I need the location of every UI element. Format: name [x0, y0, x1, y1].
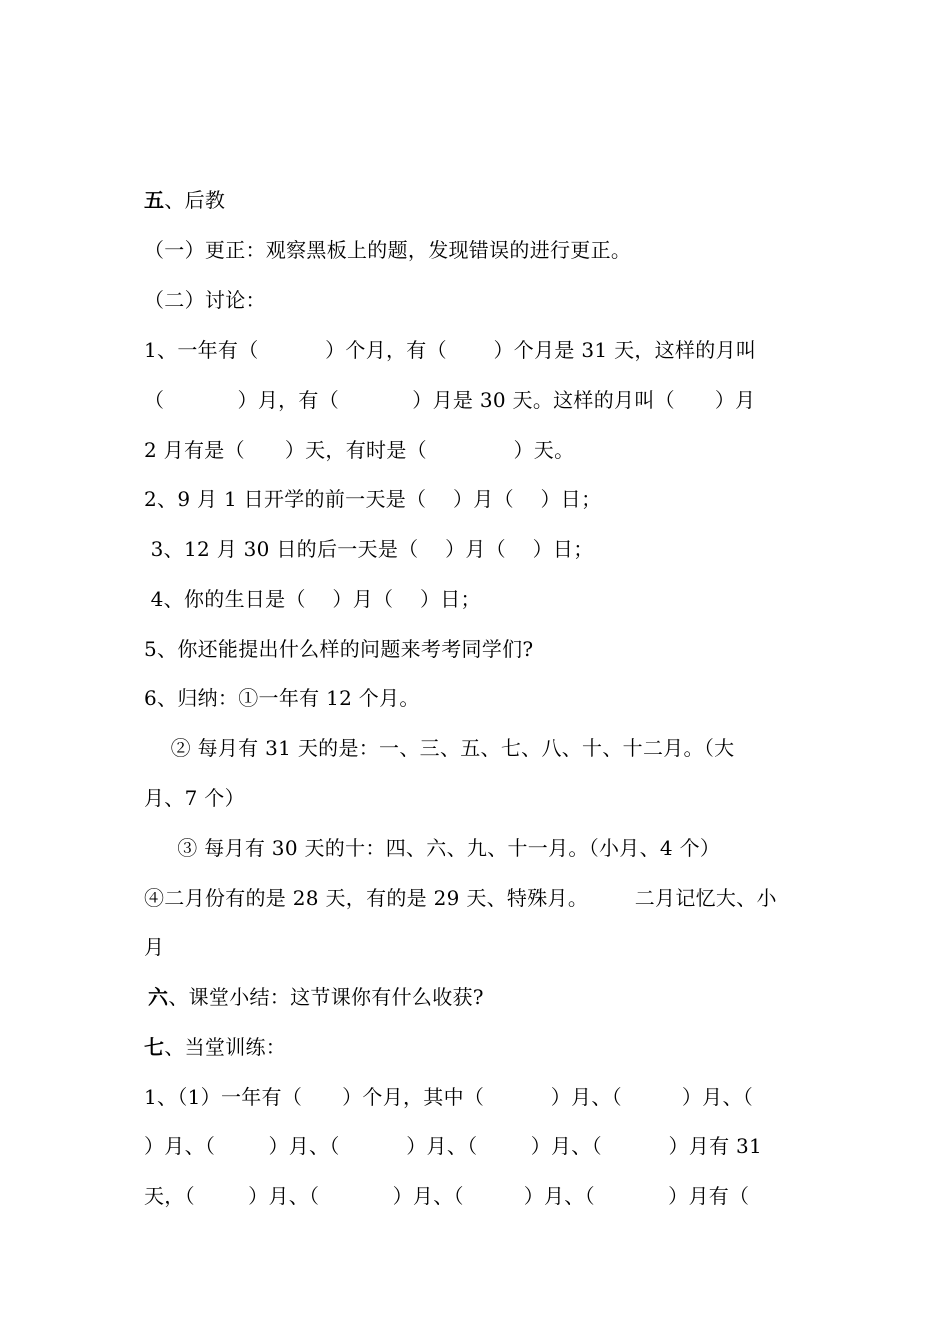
- text-line: ② 每月有 31 天的是：一、三、五、七、八、十、十二月。（大: [144, 736, 735, 760]
- section-heading-6: [148, 983, 812, 1011]
- section-title: 、当堂训练：: [164, 1035, 287, 1059]
- text-line: （二）讨论：: [144, 288, 266, 312]
- section-title: 、课堂小结：这节课你有什么收获?: [168, 985, 484, 1009]
- text-line: 3、12 月 30 日的后一天是（ ）月（ ）日；: [144, 537, 594, 561]
- section-title: 、后教: [164, 188, 226, 212]
- section-heading-5: [144, 186, 808, 214]
- text-line: 1、一年有（ ）个月，有（ ）个月是 31 天，这样的月叫: [144, 338, 757, 362]
- exercise-line: 1、（1）一年有（ ）个月，其中（ ）月、（ ）月、（: [144, 1085, 754, 1109]
- text-line: （一）更正：观察黑板上的题，发现错误的进行更正。: [144, 238, 632, 262]
- section-number: 六: [148, 985, 169, 1009]
- text-line: 6、归纳：①一年有 12 个月。: [144, 686, 420, 710]
- text-line: ④二月份有的是 28 天，有的是 29 天、特殊月。 二月记忆大、小: [144, 886, 777, 910]
- text-line: 2 月有是（ ）天，有时是（ ）天。: [144, 438, 575, 462]
- text-line: 2、9 月 1 日开学的前一天是（ ）月（ ）日；: [144, 487, 602, 511]
- text-line: （ ）月，有（ ）月是 30 天。这样的月叫（ ）月: [144, 388, 756, 412]
- section-number: 五: [144, 188, 165, 212]
- text-line: 月、7 个）: [144, 786, 245, 810]
- section-number: 七: [144, 1035, 165, 1059]
- exercise-line: ）月、（ ）月、（ ）月、（ ）月、（ ）月有 31: [144, 1134, 763, 1158]
- exercise-line: 天，（ ）月、（ ）月、（ ）月、（ ）月有（: [144, 1184, 750, 1208]
- text-line: 4、你的生日是（ ）月（ ）日；: [144, 587, 481, 611]
- text-line: 月: [144, 935, 165, 959]
- text-line: 5、你还能提出什么样的问题来考考同学们?: [144, 637, 534, 661]
- text-line: ③ 每月有 30 天的十：四、六、九、十一月。（小月、4 个）: [144, 836, 721, 860]
- section-heading-7: [144, 1033, 808, 1061]
